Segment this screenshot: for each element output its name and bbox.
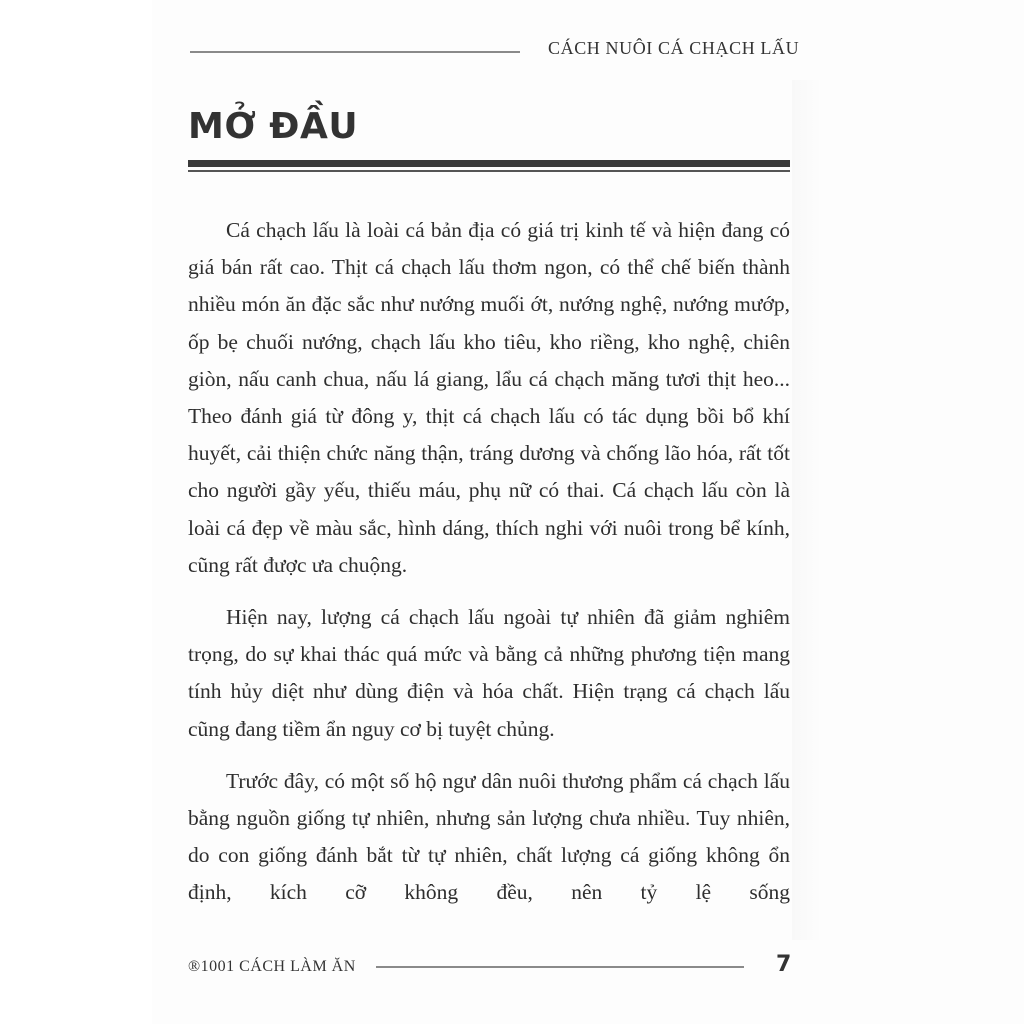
page-number: 7 [776, 952, 792, 977]
paragraph-1: Cá chạch lấu là loài cá bản địa có giá trị kinh tế và hiện đang có giá bán rất cao. Thịt cá chạch lấu thơm ngon, có thể chế biến thành nhiều món ăn đặc sắc như nướng muối ớt, nướng nghệ, nướng mướp, ốp bẹ chuối nướng, chạch lấu kho tiêu, kho riềng, kho nghệ, chiên giòn, nấu canh chua, nấu lá giang, lẩu cá chạch măng tươi thịt heo... Theo đánh giá từ đông y, thịt cá chạch lấu có tác dụng bồi bổ khí huyết, cải thiện chức năng thận, tráng dương và chống lão hóa, rất tốt cho người gầy yếu, thiếu máu, phụ nữ có thai. Cá chạch lấu còn là loài cá đẹp về màu sắc, hình dáng, thích nghi với nuôi trong bể kính, cũng rất được ưa chuộng. [188, 218, 790, 577]
body-text [188, 212, 790, 927]
header-rule [190, 51, 520, 53]
running-head: CÁCH NUÔI CÁ CHẠCH LẤU [548, 38, 800, 58]
page-shadow [792, 80, 822, 940]
book-page [152, 0, 1024, 1024]
footer-series: ®1001 CÁCH LÀM ĂN [188, 958, 356, 975]
footer-rule [376, 966, 744, 968]
paragraph-3: Trước đây, có một số hộ ngư dân nuôi thương phẩm cá chạch lấu bằng nguồn giống tự nhiên, nhưng sản lượng chưa nhiều. Tuy nhiên, do con giống đánh bắt từ tự nhiên, chất lượng cá giống không ổn định, kích cỡ không đều, nên tỷ lệ sống [188, 768, 790, 905]
title-rule-thin [188, 170, 790, 172]
chapter-title: MỞ ĐẦU [188, 106, 359, 147]
paragraph-2: Hiện nay, lượng cá chạch lấu ngoài tự nhiên đã giảm nghiêm trọng, do sự khai thác quá mức và bằng cả những phương tiện mang tính hủy diệt như dùng điện và hóa chất. Hiện trạng cá chạch lấu cũng đang tiềm ẩn nguy cơ bị tuyệt chủng. [188, 605, 790, 741]
title-rule-thick [188, 160, 790, 167]
